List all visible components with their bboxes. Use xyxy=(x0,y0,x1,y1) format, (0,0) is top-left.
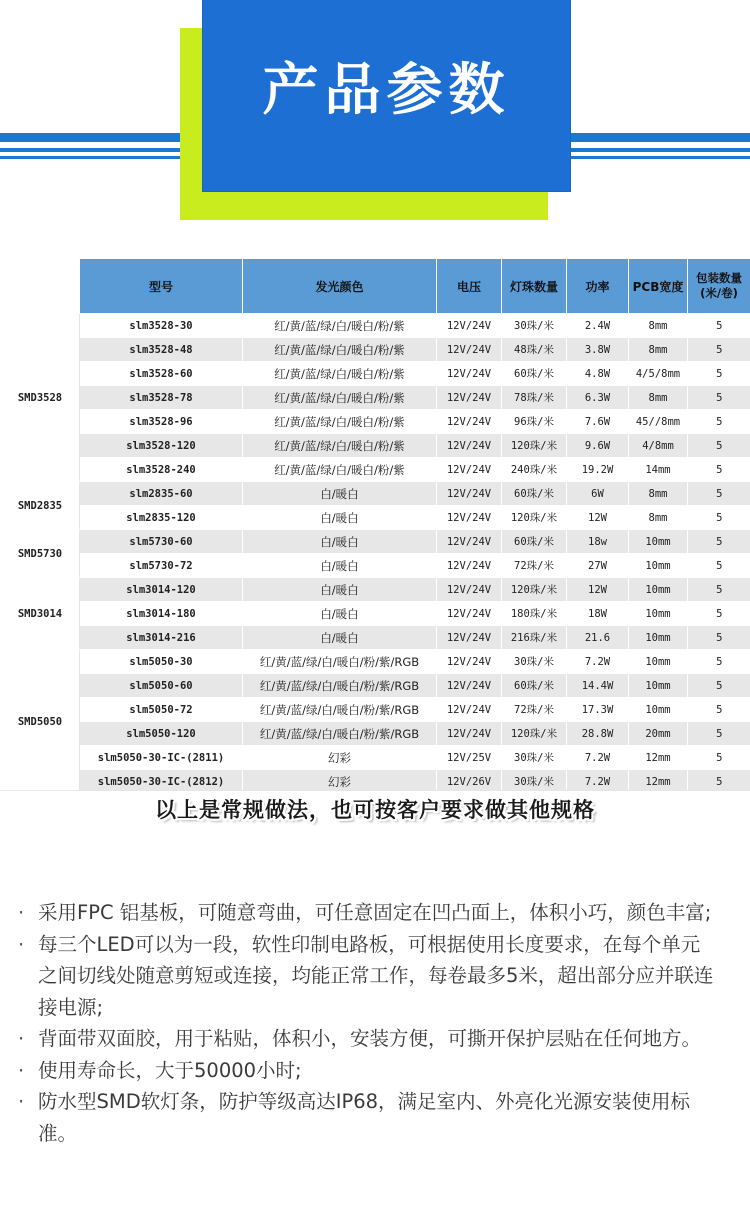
color-cell: 红/黄/蓝/绿/白/暖白/粉/紫 xyxy=(243,362,437,386)
pcb-cell: 10mm xyxy=(629,602,688,626)
model-cell: slm2835-60 xyxy=(80,482,243,506)
voltage-cell: 12V/24V xyxy=(437,530,502,554)
color-cell: 白/暖白 xyxy=(243,482,437,506)
pack-cell: 5 xyxy=(688,530,750,554)
color-cell: 红/黄/蓝/绿/白/暖白/粉/紫 xyxy=(243,314,437,338)
power-cell: 6W xyxy=(567,482,629,506)
feature-text: 使用寿命长，大于50000小时; xyxy=(38,1058,302,1082)
power-cell: 21.6 xyxy=(567,626,629,650)
feature-list xyxy=(18,897,718,1149)
color-cell: 红/黄/蓝/绿/白/暖白/粉/紫/RGB xyxy=(243,698,437,722)
table-body xyxy=(1,314,750,794)
leds-cell: 30珠/米 xyxy=(502,746,567,770)
power-cell: 7.2W xyxy=(567,770,629,794)
leds-cell: 30珠/米 xyxy=(502,650,567,674)
model-cell: slm5730-60 xyxy=(80,530,243,554)
pcb-cell: 8mm xyxy=(629,482,688,506)
voltage-cell: 12V/24V xyxy=(437,434,502,458)
pcb-cell: 20mm xyxy=(629,722,688,746)
color-cell: 白/暖白 xyxy=(243,506,437,530)
leds-cell: 60珠/米 xyxy=(502,674,567,698)
pack-cell: 5 xyxy=(688,770,750,794)
leds-cell: 120珠/米 xyxy=(502,578,567,602)
power-cell: 27W xyxy=(567,554,629,578)
power-cell: 12W xyxy=(567,578,629,602)
pcb-cell: 45//8mm xyxy=(629,410,688,434)
header-voltage: 电压 xyxy=(437,259,502,314)
pcb-cell: 10mm xyxy=(629,530,688,554)
model-cell: slm3528-240 xyxy=(80,458,243,482)
color-cell: 红/黄/蓝/绿/白/暖白/粉/紫/RGB xyxy=(243,674,437,698)
voltage-cell: 12V/24V xyxy=(437,410,502,434)
pcb-cell: 4/5/8mm xyxy=(629,362,688,386)
model-cell: slm5050-72 xyxy=(80,698,243,722)
pcb-cell: 14mm xyxy=(629,458,688,482)
voltage-cell: 12V/24V xyxy=(437,362,502,386)
table-row xyxy=(1,554,750,578)
pack-cell: 5 xyxy=(688,722,750,746)
leds-cell: 120珠/米 xyxy=(502,434,567,458)
model-cell: slm3014-120 xyxy=(80,578,243,602)
color-cell: 红/黄/蓝/绿/白/暖白/粉/紫/RGB xyxy=(243,650,437,674)
model-cell: slm3014-216 xyxy=(80,626,243,650)
pack-cell: 5 xyxy=(688,362,750,386)
table-row xyxy=(1,650,750,674)
model-cell: slm3528-96 xyxy=(80,410,243,434)
color-cell: 白/暖白 xyxy=(243,530,437,554)
pack-cell: 5 xyxy=(688,506,750,530)
voltage-cell: 12V/24V xyxy=(437,698,502,722)
series-cell: SMD5050 xyxy=(1,650,80,794)
pack-cell: 5 xyxy=(688,386,750,410)
model-cell: slm5050-120 xyxy=(80,722,243,746)
model-cell: slm5050-30-IC-(2812) xyxy=(80,770,243,794)
model-cell: slm3528-30 xyxy=(80,314,243,338)
voltage-cell: 12V/24V xyxy=(437,554,502,578)
pack-cell: 5 xyxy=(688,602,750,626)
leds-cell: 120珠/米 xyxy=(502,722,567,746)
table-row xyxy=(1,602,750,626)
series-cell: SMD2835 xyxy=(1,482,80,530)
pcb-cell: 10mm xyxy=(629,578,688,602)
pcb-cell: 8mm xyxy=(629,338,688,362)
model-cell: slm5050-60 xyxy=(80,674,243,698)
pcb-cell: 12mm xyxy=(629,746,688,770)
table-row xyxy=(1,386,750,410)
model-cell: slm5050-30-IC-(2811) xyxy=(80,746,243,770)
pcb-cell: 8mm xyxy=(629,386,688,410)
leds-cell: 120珠/米 xyxy=(502,506,567,530)
color-cell: 白/暖白 xyxy=(243,578,437,602)
leds-cell: 60珠/米 xyxy=(502,530,567,554)
power-cell: 12W xyxy=(567,506,629,530)
spec-table xyxy=(0,258,750,794)
power-cell: 4.8W xyxy=(567,362,629,386)
voltage-cell: 12V/24V xyxy=(437,386,502,410)
pack-cell: 5 xyxy=(688,698,750,722)
pack-cell: 5 xyxy=(688,410,750,434)
power-cell: 18w xyxy=(567,530,629,554)
power-cell: 6.3W xyxy=(567,386,629,410)
color-cell: 红/黄/蓝/绿/白/暖白/粉/紫 xyxy=(243,458,437,482)
bullet-icon: · xyxy=(18,901,25,924)
table-row xyxy=(1,362,750,386)
pcb-cell: 10mm xyxy=(629,626,688,650)
power-cell: 7.2W xyxy=(567,746,629,770)
table-row xyxy=(1,314,750,338)
table-row xyxy=(1,578,750,602)
voltage-cell: 12V/24V xyxy=(437,458,502,482)
pcb-cell: 10mm xyxy=(629,650,688,674)
header-pack-line2: (米/卷) xyxy=(700,286,738,300)
leds-cell: 96珠/米 xyxy=(502,410,567,434)
color-cell: 幻彩 xyxy=(243,770,437,794)
voltage-cell: 12V/24V xyxy=(437,674,502,698)
table-row xyxy=(1,482,750,506)
pack-cell: 5 xyxy=(688,674,750,698)
feature-item xyxy=(18,897,718,929)
table-row xyxy=(1,434,750,458)
leds-cell: 60珠/米 xyxy=(502,482,567,506)
color-cell: 红/黄/蓝/绿/白/暖白/粉/紫 xyxy=(243,410,437,434)
color-cell: 白/暖白 xyxy=(243,602,437,626)
voltage-cell: 12V/24V xyxy=(437,626,502,650)
table-note: 以上是常规做法，也可按客户要求做其他规格 xyxy=(155,798,595,822)
color-cell: 白/暖白 xyxy=(243,626,437,650)
table-row xyxy=(1,698,750,722)
corner-cell xyxy=(1,259,80,314)
leds-cell: 48珠/米 xyxy=(502,338,567,362)
power-cell: 7.6W xyxy=(567,410,629,434)
series-cell: SMD3014 xyxy=(1,578,80,650)
pcb-cell: 10mm xyxy=(629,698,688,722)
pack-cell: 5 xyxy=(688,554,750,578)
voltage-cell: 12V/25V xyxy=(437,746,502,770)
model-cell: slm3528-48 xyxy=(80,338,243,362)
color-cell: 红/黄/蓝/绿/白/暖白/粉/紫 xyxy=(243,434,437,458)
bullet-icon: · xyxy=(18,932,25,956)
leds-cell: 30珠/米 xyxy=(502,314,567,338)
power-cell: 19.2W xyxy=(567,458,629,482)
series-cell: SMD3528 xyxy=(1,314,80,482)
power-cell: 28.8W xyxy=(567,722,629,746)
page-title: 产品参数 xyxy=(262,57,511,123)
bullet-icon: · xyxy=(18,1027,25,1050)
model-cell: slm3528-120 xyxy=(80,434,243,458)
header-pcb: PCB宽度 xyxy=(629,259,688,314)
voltage-cell: 12V/24V xyxy=(437,578,502,602)
bullet-icon: · xyxy=(18,1090,25,1113)
feature-item xyxy=(18,1023,718,1055)
color-cell: 幻彩 xyxy=(243,746,437,770)
voltage-cell: 12V/24V xyxy=(437,482,502,506)
feature-text: 采用FPC 铝基板，可随意弯曲，可任意固定在凹凸面上，体积小巧，颜色丰富; xyxy=(38,901,712,924)
table-row xyxy=(1,506,750,530)
voltage-cell: 12V/24V xyxy=(437,506,502,530)
bullet-icon: · xyxy=(18,1058,25,1082)
leds-cell: 180珠/米 xyxy=(502,602,567,626)
voltage-cell: 12V/24V xyxy=(437,650,502,674)
model-cell: slm5730-72 xyxy=(80,554,243,578)
power-cell: 14.4W xyxy=(567,674,629,698)
leds-cell: 78珠/米 xyxy=(502,386,567,410)
pack-cell: 5 xyxy=(688,314,750,338)
model-cell: slm3014-180 xyxy=(80,602,243,626)
header-leds: 灯珠数量 xyxy=(502,259,567,314)
table-row xyxy=(1,674,750,698)
leds-cell: 60珠/米 xyxy=(502,362,567,386)
pack-cell: 5 xyxy=(688,746,750,770)
header-power: 功率 xyxy=(567,259,629,314)
pcb-cell: 12mm xyxy=(629,770,688,794)
power-cell: 18W xyxy=(567,602,629,626)
pcb-cell: 4/8mm xyxy=(629,434,688,458)
color-cell: 红/黄/蓝/绿/白/暖白/粉/紫/RGB xyxy=(243,722,437,746)
color-cell: 白/暖白 xyxy=(243,554,437,578)
voltage-cell: 12V/24V xyxy=(437,314,502,338)
feature-text: 背面带双面胶，用于粘贴，体积小，安装方便，可撕开保护层贴在任何地方。 xyxy=(38,1027,702,1050)
model-cell: slm3528-60 xyxy=(80,362,243,386)
model-cell: slm2835-120 xyxy=(80,506,243,530)
header-model: 型号 xyxy=(80,259,243,314)
voltage-cell: 12V/24V xyxy=(437,338,502,362)
feature-text: 防水型SMD软灯条，防护等级高达IP68，满足室内、外亮化光源安装使用标准。 xyxy=(38,1090,691,1145)
table-row xyxy=(1,410,750,434)
power-cell: 3.8W xyxy=(567,338,629,362)
model-cell: slm3528-78 xyxy=(80,386,243,410)
series-cell: SMD5730 xyxy=(1,530,80,578)
table-row xyxy=(1,338,750,362)
power-cell: 17.3W xyxy=(567,698,629,722)
pack-cell: 5 xyxy=(688,434,750,458)
header-color: 发光颜色 xyxy=(243,259,437,314)
leds-cell: 72珠/米 xyxy=(502,554,567,578)
pcb-cell: 10mm xyxy=(629,674,688,698)
table-row xyxy=(1,746,750,770)
voltage-cell: 12V/24V xyxy=(437,722,502,746)
pack-cell: 5 xyxy=(688,458,750,482)
leds-cell: 216珠/米 xyxy=(502,626,567,650)
pack-cell: 5 xyxy=(688,626,750,650)
leds-cell: 72珠/米 xyxy=(502,698,567,722)
header-pack xyxy=(688,259,750,314)
table-row xyxy=(1,530,750,554)
pack-cell: 5 xyxy=(688,338,750,362)
header-pack-line1: 包装数量 xyxy=(696,271,742,285)
pack-cell: 5 xyxy=(688,650,750,674)
feature-item xyxy=(18,1055,718,1087)
color-cell: 红/黄/蓝/绿/白/暖白/粉/紫 xyxy=(243,386,437,410)
pcb-cell: 8mm xyxy=(629,314,688,338)
pcb-cell: 8mm xyxy=(629,506,688,530)
model-cell: slm5050-30 xyxy=(80,650,243,674)
pack-cell: 5 xyxy=(688,482,750,506)
table-row xyxy=(1,626,750,650)
leds-cell: 240珠/米 xyxy=(502,458,567,482)
power-cell: 2.4W xyxy=(567,314,629,338)
power-cell: 7.2W xyxy=(567,650,629,674)
pcb-cell: 10mm xyxy=(629,554,688,578)
feature-item xyxy=(18,929,718,1024)
color-cell: 红/黄/蓝/绿/白/暖白/粉/紫 xyxy=(243,338,437,362)
power-cell: 9.6W xyxy=(567,434,629,458)
table-header-row xyxy=(1,259,750,314)
feature-text: 每三个LED可以为一段，软性印制电路板，可根据使用长度要求，在每个单元之间切线处随意剪短或连接，均能正常工作，每卷最多5米，超出部分应并联连接电源; xyxy=(38,932,714,1019)
leds-cell: 30珠/米 xyxy=(502,770,567,794)
pack-cell: 5 xyxy=(688,578,750,602)
table-row xyxy=(1,722,750,746)
voltage-cell: 12V/24V xyxy=(437,602,502,626)
voltage-cell: 12V/26V xyxy=(437,770,502,794)
feature-item xyxy=(18,1086,718,1149)
table-row xyxy=(1,458,750,482)
